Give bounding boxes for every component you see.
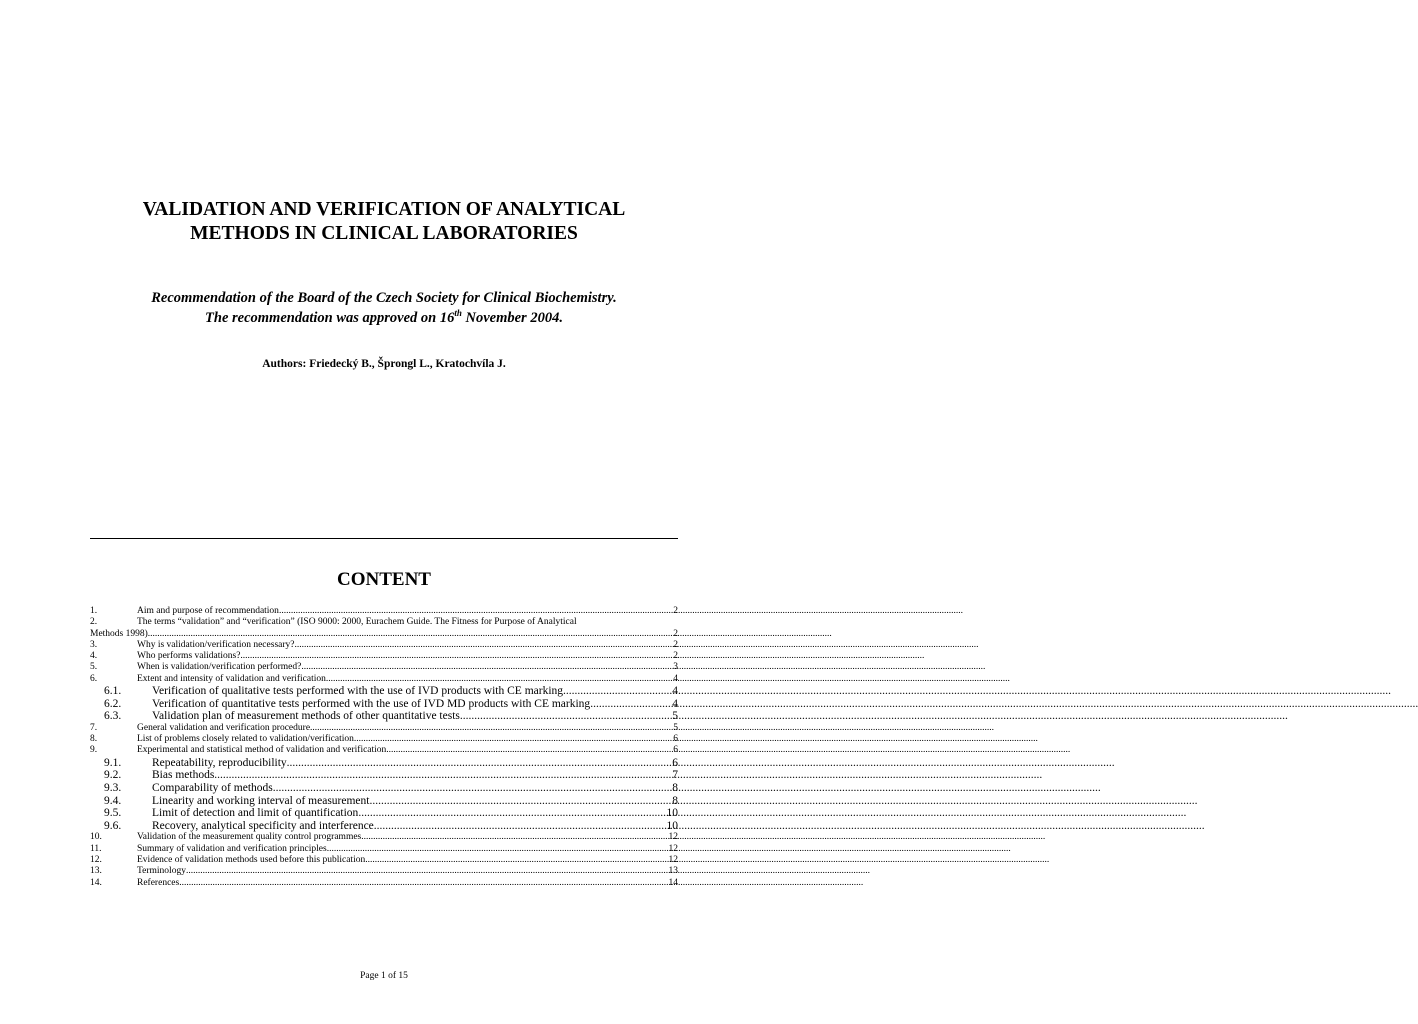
toc-entry-title: Evidence of validation methods used before this publication <box>137 854 366 865</box>
document-subtitle <box>60 288 708 328</box>
toc-entry-number: 9.6. <box>104 819 122 832</box>
toc-dot-leader <box>358 807 665 820</box>
toc-entry-title: The terms “validation” and “verification” (ISO 9000: 2000, Eurachem Guide. The Fitness for Purpose of Analytical <box>137 617 577 628</box>
toc-entry-title: Terminology <box>137 866 186 877</box>
toc-dot-leader <box>386 745 672 756</box>
toc-entry-number: 2. <box>90 617 98 628</box>
toc-entry-page: 8 <box>672 781 678 794</box>
toc-entry-page: 10 <box>666 807 678 820</box>
toc-entry-page: 2 <box>673 639 678 650</box>
toc-dot-leader <box>310 723 672 734</box>
toc-entry-number: 9.2. <box>104 769 122 782</box>
subtitle-ordinal-suffix: th <box>454 308 462 319</box>
toc-entry-title: General validation and verification procedure <box>137 722 311 733</box>
toc-entry-title: Verification of quantitative tests performed with the use of IVD MD products with CE marking <box>152 697 591 710</box>
toc-entry-number: 14. <box>90 877 102 888</box>
toc-entry <box>90 855 678 866</box>
toc-dot-leader <box>186 866 668 877</box>
toc-entry-number: 3. <box>90 639 98 650</box>
toc-entry-title: Validation of the measurement quality control programmes <box>137 832 362 843</box>
toc-entry-title: When is validation/verification performed? <box>137 662 302 673</box>
toc-entry <box>90 617 678 640</box>
toc-entry-page: 6 <box>673 745 678 756</box>
toc-entry-number: 10. <box>90 832 102 843</box>
toc-entry-page: 12 <box>668 843 678 854</box>
toc-dot-leader <box>301 662 672 673</box>
toc-entry <box>90 769 678 782</box>
toc-entry-number: 11. <box>90 843 102 854</box>
toc-entry-number: 6.3. <box>104 710 122 723</box>
toc-entry-page: 4 <box>672 697 678 710</box>
toc-dot-leader <box>279 606 672 617</box>
toc-entry-number: 5. <box>90 662 98 673</box>
toc-entry <box>90 685 678 698</box>
toc-entry-number: 9.5. <box>104 807 122 820</box>
toc-dot-leader <box>354 734 672 745</box>
toc-entry-page: 4 <box>672 685 678 698</box>
toc-entry-page: 2 <box>673 651 678 662</box>
toc-entry-title: List of problems closely related to validation/verification <box>137 734 354 745</box>
toc-dot-leader <box>327 844 668 855</box>
toc-entry-page: 2 <box>673 606 678 616</box>
toc-entry-page: 14 <box>668 877 678 888</box>
toc-entry-page: 12 <box>668 832 678 843</box>
toc-entry <box>90 710 678 723</box>
toc-entry-title: Who performs validations? <box>137 651 241 662</box>
toc-dot-leader <box>148 629 672 640</box>
subtitle-line-2-end: November 2004. <box>461 310 563 326</box>
toc-entry <box>90 795 678 808</box>
toc-entry-number: 6.1. <box>104 685 122 698</box>
toc-entry-number: 9. <box>90 745 98 756</box>
toc-entry-number: 1. <box>90 606 98 616</box>
toc-entry-title: Linearity and working interval of measurement <box>152 794 370 807</box>
toc-entry <box>90 878 678 889</box>
toc-dot-leader <box>294 640 672 651</box>
toc-entry-number: 6. <box>90 673 98 684</box>
toc-entry-page: 13 <box>668 866 678 877</box>
toc-entry-title: Bias methods <box>152 769 215 782</box>
toc-entry <box>90 606 678 617</box>
content-heading: CONTENT <box>337 569 431 590</box>
toc-entry-page: 5 <box>672 710 678 723</box>
toc-entry <box>90 844 678 855</box>
toc-dot-leader <box>590 698 671 711</box>
toc-dot-leader <box>273 782 672 795</box>
document-title <box>60 198 708 246</box>
title-line-1: VALIDATION AND VERIFICATION OF ANALYTICAL <box>142 199 626 220</box>
toc-entry <box>90 734 678 745</box>
toc-entry <box>90 832 678 843</box>
page-number-footer: Page 1 of 15 <box>360 971 408 981</box>
toc-entry <box>90 745 678 756</box>
toc-entry <box>90 662 678 673</box>
toc-dot-leader <box>460 710 671 723</box>
toc-entry-number: 13. <box>90 866 102 877</box>
toc-entry-number: 8. <box>90 734 98 745</box>
toc-entry-title: Experimental and statistical method of validation and verification <box>137 745 387 756</box>
toc-entry-number: 12. <box>90 854 102 865</box>
toc-entry-number: 9.1. <box>104 756 122 769</box>
toc-entry-page: 7 <box>672 769 678 782</box>
toc-entry <box>90 651 678 662</box>
toc-entry-number: 9.4. <box>104 794 122 807</box>
toc-entry <box>90 698 678 711</box>
horizontal-divider <box>90 538 678 539</box>
subtitle-line-2-start: The recommendation was approved on 16 <box>205 310 455 326</box>
toc-dot-leader <box>179 878 667 889</box>
toc-dot-leader <box>361 832 667 843</box>
toc-entry-title: Extent and intensity of validation and verification <box>137 673 326 684</box>
toc-entry-page: 4 <box>673 673 678 684</box>
toc-entry-page: 3 <box>673 662 678 673</box>
toc-entry-number: 9.3. <box>104 781 122 794</box>
toc-dot-leader <box>369 795 671 808</box>
toc-entry-page: 5 <box>673 722 678 733</box>
toc-dot-leader <box>326 674 672 685</box>
toc-entry-number: 4. <box>90 651 98 662</box>
toc-entry-title: Repeatability, reproducibility <box>152 756 287 769</box>
toc-entry-page: 8 <box>672 794 678 807</box>
toc-entry-title: Validation plan of measurement methods of other quantitative tests <box>152 710 460 723</box>
toc-entry <box>90 674 678 685</box>
toc-dot-leader <box>214 769 671 782</box>
toc-dot-leader <box>240 651 672 662</box>
toc-entry-title: Aim and purpose of recommendation <box>137 606 279 616</box>
toc-entry-page: 6 <box>673 734 678 745</box>
toc-entry-page: 12 <box>668 854 678 865</box>
toc-entry <box>90 820 678 833</box>
toc-entry <box>90 757 678 770</box>
toc-dot-leader <box>287 757 672 770</box>
toc-entry-page: 10 <box>666 819 678 832</box>
subtitle-line-1: Recommendation of the Board of the Czech Society for Clinical Biochemistry. <box>151 290 617 306</box>
table-of-contents <box>90 606 678 889</box>
document-authors: Authors: Friedecký B., Šprongl L., Kratochvíla J. <box>262 358 506 370</box>
toc-entry-page: 2 <box>673 628 678 639</box>
toc-entry-page: 6 <box>672 756 678 769</box>
toc-entry-title: Why is validation/verification necessary? <box>137 639 295 650</box>
toc-entry <box>90 866 678 877</box>
toc-entry <box>90 723 678 734</box>
toc-entry <box>90 782 678 795</box>
toc-entry-title: Verification of qualitative tests performed with the use of IVD products with CE marking <box>152 685 564 698</box>
toc-entry-title: Limit of detection and limit of quantification <box>152 807 359 820</box>
toc-entry-title: References <box>137 877 180 888</box>
toc-dot-leader <box>377 820 666 833</box>
toc-entry-title: Comparability of methods <box>152 781 273 794</box>
toc-entry-title: Recovery, analytical specificity and interference. <box>152 819 377 832</box>
toc-entry <box>90 807 678 820</box>
toc-entry-title: Summary of validation and verification principles <box>137 843 327 854</box>
toc-dot-leader <box>365 855 667 866</box>
toc-dot-leader <box>563 685 671 698</box>
toc-entry-number: 6.2. <box>104 697 122 710</box>
title-line-2: METHODS IN CLINICAL LABORATORIES <box>190 223 578 244</box>
toc-entry-number: 7. <box>90 722 98 733</box>
toc-entry <box>90 640 678 651</box>
toc-entry-title-continued: Methods 1998) <box>90 628 148 639</box>
